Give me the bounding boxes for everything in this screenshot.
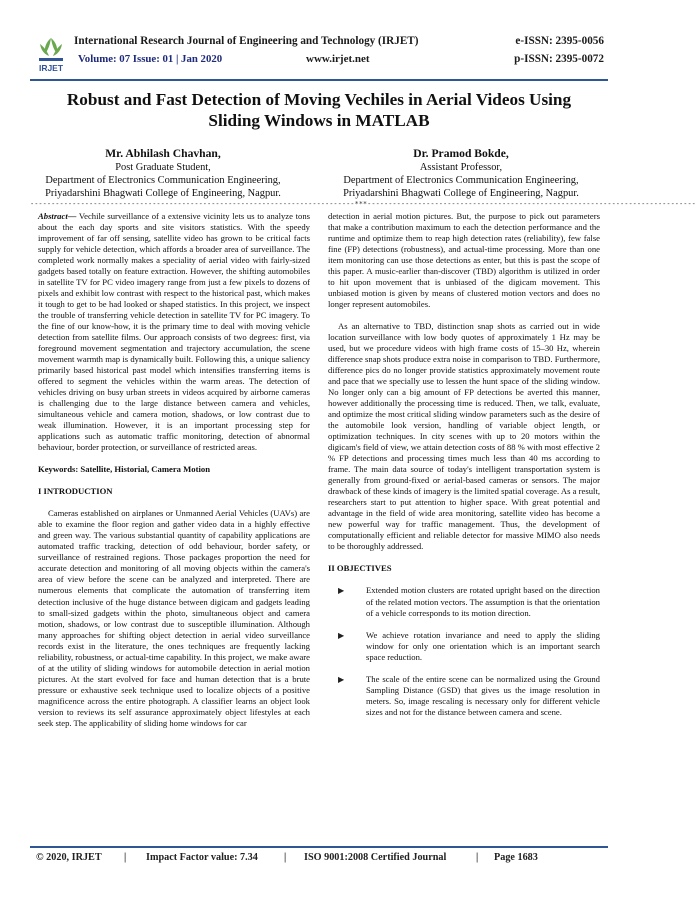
keywords: Keywords: Satellite, Historial, Camera Motion [38,464,210,475]
journal-website: www.irjet.net [306,53,370,65]
left-column [38,211,310,740]
header-divider [30,79,608,81]
author-department: Department of Electronics Communication Engineering, [343,175,579,186]
list-item: ▶ The scale of the entire scene can be normalized using the Ground Sampling Distance (GSD) that gives us the image resolution in meters. So, image rescaling is necessary only for different vehicle sizes and not for the distance between camera and scene. [338,673,600,717]
svg-text:IRJET: IRJET [38,63,64,73]
section-separator: -----------------------------------------------------------------------------***------------------------------------------------------------------------------ [30,200,696,208]
footer-page-number: Page 1683 [494,852,538,863]
section-heading-introduction: I INTRODUCTION [38,486,113,497]
body-paragraph: As an alternative to TBD, distinction snap shots as carried out in wide location surveillance with low body quotes of approximately 1 Hz may be used, but we procedure videos with high frame costs of 15–30 Hz, wherein difference snap shots produce extra noise in comparison to TBD. Furthermore, difference pics do no longer provide statistics approximately movement route and pace that we specially use to lessen the hunt space of the sliding window. No longer only can a big amount of FP detections be averted this manner, however additionally the processing time is reduced. Then, we talk, evaluate, and optimize the most critical sliding window parameters such as the desire of the automobile look version, handling of variable object length, or optimization techniques. In city scenes with up to 20 motors within the digicam's field of view, we attain detection costs of 88 % with most effective 2 % FP detections and processing times much less than 40 ms according to frame. The main data source of today's intelligent transportation system is generally from ground-fixed or aerial-based cameras or sensors. The major drawback of these kinds of imagery is the limited spatial coverage. As a result, researchers start to put attention to higher space. With great potential and advantage in the field of wide area monitoring, satellite video has become a new powerful way for traffic management. Thus, the development of computationally efficient and reliable detector for massive MIMO also needs to be thoroughly addressed. [328,321,600,552]
body-paragraph: detection in aerial motion pictures. But, the purpose to pick out parameters that make a contribution maximum to each the detection performance and the runtime and optimize them to reap high detection rates (reliability), few false fine (FP) detections (robustness), and actual-time processing. More than one item monitoring can use those detections as enter, but this is past the scope of this paper. A music-earlier than-discover (TBD) algorithm is utilized in order to hit upon movement that is unbiased of the digicam movement. This unbiased motion is given by means of clustered motion vectors and does no longer represent automobiles. [328,211,600,310]
footer-copyright: © 2020, IRJET [36,852,102,863]
author-name: Dr. Pramod Bokde, [413,147,509,160]
author-college: Priyadarshini Bhagwati College of Engineering, Nagpur. [343,188,579,199]
paper-title: Robust and Fast Detection of Moving Vechiles in Aerial Videos Using Sliding Windows in MATLAB [66,90,572,130]
footer-separator: | [284,852,287,863]
abstract-text: Vechile surveillance of a extensive vicinity lets us to analyze tons about the each day sports and site visitors statistics. With the speedy improvement of far off sensing, satellite video has grown to be critical facts supply for vehicle detection, which affords a broader area of surveillance. The completed work normally makes a speciality of aerial video with fairly-sized gadgets based totally on feature extraction. However, the shifting automobiles in satellite TV for PC video imagery range from just a few pixels to dozens of pixels and exhibit low contrast with respect to the historical past, which makes it tough to get to be had looked or shaped statistics. In this project, we inspect the trouble of transferring vehicle detection in satellite TV for PC imagery. To the fine of our know-how, it is the primary time to deal with moving vehicle detection from satellite films. Our approach consists of two degrees: first, via foreground movement segmentation and trajectory accumulation, the scene movement warmth map is dynamically built. Following this, a unique saliency primarily based historical past model which intensifies transferring items is offered to segment the vehicles within the warm areas. The detection of vehicles driving on busy urban streets in videos acquired by airborne cameras is challenging due to the large distance between camera and vehicles, simultaneous vehicle and camera motion, shadows, or low contrast due to weak illumination. However, it is an important processing step for applications such as automatic traffic monitoring, detection of abnormal behaviour, border protection, or surveillance of restricted areas. [38,211,310,453]
arrow-bullet-icon: ▶ [338,674,345,684]
footer-separator: | [124,852,127,863]
arrow-bullet-icon: ▶ [338,586,345,596]
author-block [316,146,606,200]
list-item: ▶ We achieve rotation invariance and need to apply the sliding window for only one orientation which is an important search space reduction. [338,629,600,662]
list-item: ▶ Extended motion clusters are rotated upright based on the direction of the related motion vectors. The assumption is that the orientation of a vehicle corresponds to its motion direction. [338,585,600,618]
author-role: Post Graduate Student, [115,162,211,173]
footer-iso: ISO 9001:2008 Certified Journal [304,852,447,863]
author-block [18,146,308,200]
footer-impact-factor: Impact Factor value: 7.34 [146,852,258,863]
p-issn: p-ISSN: 2395-0072 [514,53,604,65]
volume-issue: Volume: 07 Issue: 01 | Jan 2020 [78,53,223,65]
irjet-logo [36,34,66,76]
right-column [328,211,600,729]
author-name: Mr. Abhilash Chavhan, [105,147,221,160]
journal-name: International Research Journal of Engineering and Technology (IRJET) [74,35,419,47]
e-issn: e-ISSN: 2395-0056 [515,35,604,47]
page-footer [36,852,606,868]
author-department: Department of Electronics Communication Engineering, [45,175,281,186]
footer-separator: | [476,852,479,863]
introduction-paragraph: Cameras established on airplanes or Unmanned Aerial Vehicles (UAVs) are able to examine the floor region and gather video data in a highly effective and green way. The various substantial quantity of capability applications are automated traffic tracking, detection of odd behaviour, border safety, or surveillance of restrained regions. Those packages proportion the need for accurate detection and monitoring of all moving objects within the camera's area of view before the scene can be analyzed and interpreted. There are numerous elements that complicate the automation of transferring item detection inclusive of the huge distance between digicam and gadgets leading to small-sized gadgets within the photo, simultaneous object and camera motion, shadows, or low contrast due to susceptible illumination. Although many approaches for shifting object detection in aerial video surveillance records exist in the literature, the ones techniques are frequently lacking reliability, robustness, or actual-time capability. In this project, we make aware of at the utility of sliding windows for automobile detection in aerial motion pictures. At the start evolved for face and human detection that is a brute pressure or exhaustive seek technique used to localize objects of a positive magnificence across the entire photograph. A classifier learns an object look version to reviews its self assurance approximately object lifestyles at each seek step. The applicability of sliding home windows for car [38,508,310,728]
objectives-list [328,585,600,717]
abstract-label: Abstract— [38,211,77,221]
section-heading-objectives: II OBJECTIVES [328,563,392,574]
author-college: Priyadarshini Bhagwati College of Engineering, Nagpur. [45,188,281,199]
footer-divider [30,846,608,848]
arrow-bullet-icon: ▶ [338,630,345,640]
abstract [38,211,310,453]
journal-header [30,30,608,78]
author-role: Assistant Professor, [419,162,503,173]
